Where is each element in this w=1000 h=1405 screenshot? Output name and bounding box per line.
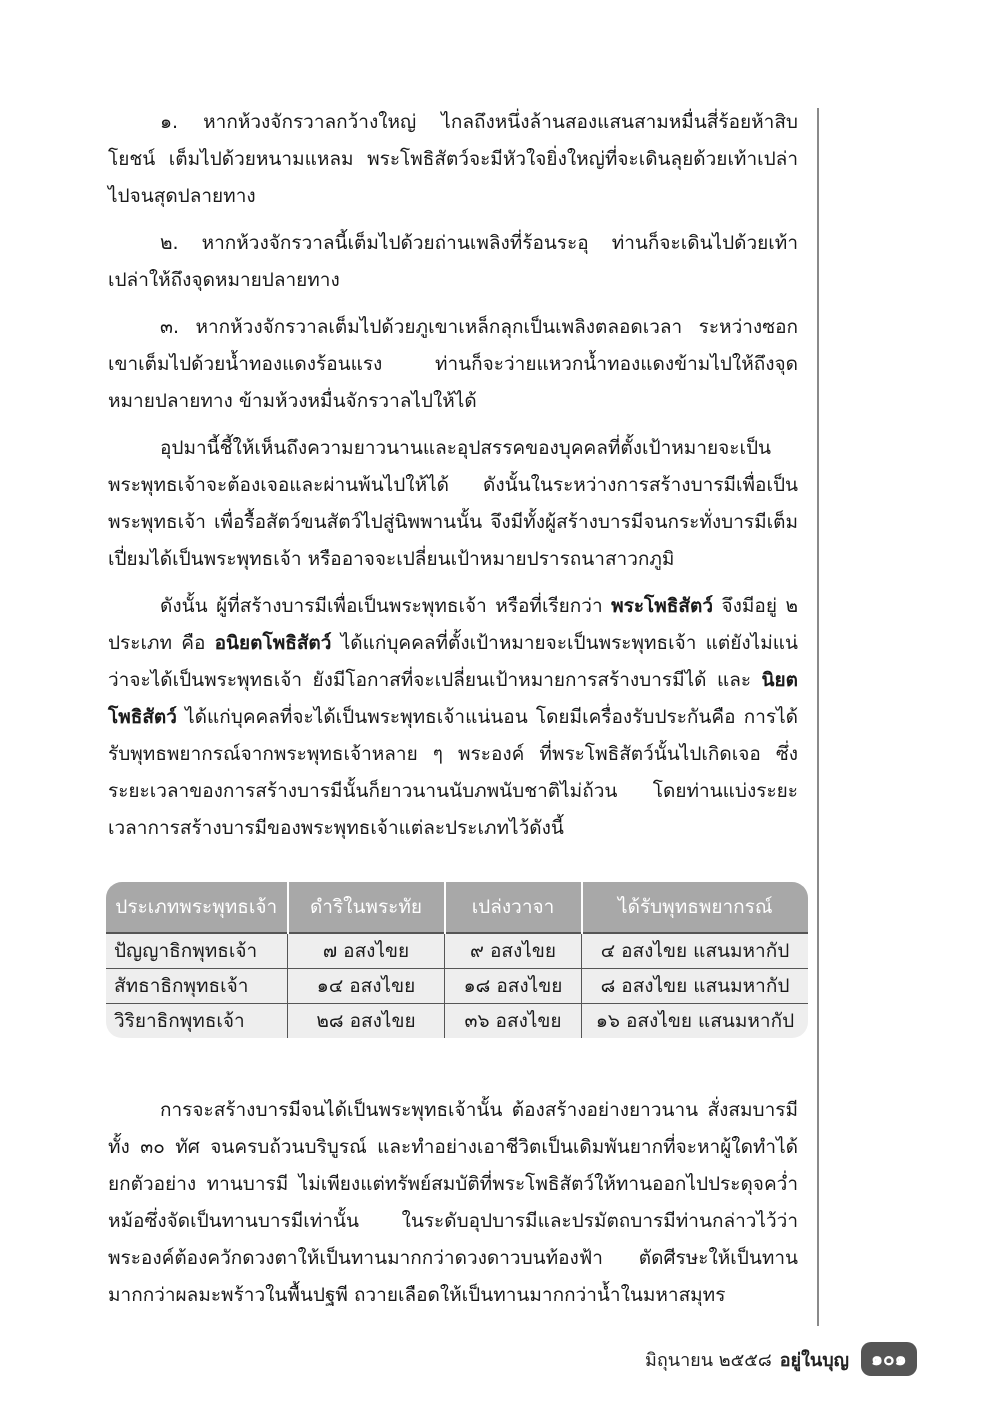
term-bodhisatta: พระโพธิสัตว์ <box>611 595 713 617</box>
cell-prophecy: ๘ อสงไขย แสนมหากัป <box>582 969 809 1004</box>
cell-type: วิริยาธิกพุทธเจ้า <box>106 1004 288 1039</box>
paragraph-5 <box>108 588 798 847</box>
paragraph-1: ๑. หากห้วงจักรวาลกว้างใหญ่ ไกลถึงหนึ่งล้านสองแสนสามหมื่นสี่ร้อยห้าสิบโยชน์ เต็มไปด้วยหนามแหลม พระโพธิสัตว์จะมีหัวใจยิ่งใหญ่ที่จะเดินลุยด้วยเท้าเปล่าไปจนสุดปลายทาง <box>108 111 798 207</box>
para5-text-4: ได้แก่บุคคลที่จะได้เป็นพระพุทธเจ้าแน่นอน โดยมีเครื่องรับประกันคือ การได้รับพุทธพยากรณ์จากพระพุทธเจ้าหลาย ๆ พระองค์ ที่พระโพธิสัตว์นั้นไปเกิดเจอ ซึ่งระยะเวลาของการสร้างบารมีนั้นก็ยาวนานนับภพนับชาติไม่ถ้วน โดยท่านแบ่งระยะเวลาการสร้างบารมีของพระพุทธเจ้าแต่ละประเภทไว้ดังนี้ <box>108 706 798 839</box>
paragraph-6: การจะสร้างบารมีจนได้เป็นพระพุทธเจ้านั้น ต้องสร้างอย่างยาวนาน สั่งสมบารมีทั้ง ๓๐ ทัศ จนครบถ้วนบริบูรณ์ และทำอย่างเอาชีวิตเป็นเดิมพันยากที่จะหาผู้ใดทำได้ ยกตัวอย่าง ทานบารมี ไม่เพียงแต่ทรัพย์สมบัติที่พระโพธิสัตว์ให้ทานออกไปประดุจคว่ำหม้อซึ่งจัดเป็นทานบารมีเท่านั้น ในระดับอุปบารมีและปรมัตถบารมีท่านกล่าวไว้ว่า พระองค์ต้องควักดวงตาให้เป็นทานมากกว่าดวงดาวบนท้องฟ้า ตัดศีรษะให้เป็นทานมากกว่าผลมะพร้าวในพื้นปฐพี ถวายเลือดให้เป็นทานมากกว่าน้ำในมหาสมุทร <box>108 1099 798 1306</box>
cell-type: สัทธาธิกพุทธเจ้า <box>106 969 288 1004</box>
paragraph-2: ๒. หากห้วงจักรวาลนี้เต็มไปด้วยถ่านเพลิงที่ร้อนระอุ ท่านก็จะเดินไปด้วยเท้าเปล่าให้ถึงจุดหมายปลายทาง <box>108 232 798 291</box>
header-utterance: เปล่งวาจา <box>445 882 582 933</box>
table-row <box>106 969 808 1004</box>
cell-type: ปัญญาธิกพุทธเจ้า <box>106 933 288 969</box>
table-row <box>106 933 808 969</box>
cell-intention: ๗ อสงไขย <box>288 933 445 969</box>
table-header-row <box>106 882 808 933</box>
cell-prophecy: ๔ อสงไขย แสนมหากัป <box>582 933 809 969</box>
term-niyata: นิยตโพธิสัตว์ <box>108 669 798 728</box>
header-type: ประเภทพระพุทธเจ้า <box>106 882 288 933</box>
cell-prophecy: ๑๖ อสงไขย แสนมหากัป <box>595 1010 795 1032</box>
cell-utterance: ๓๖ อสงไขย <box>445 1004 582 1039</box>
para5-text-2: จึงมีอยู่ ๒ ประเภท คือ <box>108 595 798 654</box>
cell-intention: ๒๘ อสงไขย <box>288 1004 445 1039</box>
body-text-top <box>108 104 798 857</box>
para5-text-1: ดังนั้น ผู้ที่สร้างบารมีเพื่อเป็นพระพุทธเจ้า หรือที่เรียกว่า <box>160 595 612 617</box>
page-number: ๑๐๑ <box>861 1342 917 1376</box>
cell-utterance: ๙ อสงไขย <box>445 933 582 969</box>
paragraph-4: อุปมานี้ชี้ให้เห็นถึงความยาวนานและอุปสรรคของบุคคลที่ตั้งเป้าหมายจะเป็นพระพุทธเจ้าจะต้องเจอและผ่านพ้นไปให้ได้ ดังนั้นในระหว่างการสร้างบารมีเพื่อเป็นพระพุทธเจ้า เพื่อรื้อสัตว์ขนสัตว์ไปสู่นิพพานนั้น จึงมีทั้งผู้สร้างบารมีจนกระทั่งบารมีเต็มเปี่ยมได้เป็นพระพุทธเจ้า หรืออาจจะเปลี่ยนเป้าหมายปรารถนาสาวกภูมิ <box>108 437 798 570</box>
magazine-name: อยู่ในบุญ <box>779 1349 849 1371</box>
paragraph-3: ๓. หากห้วงจักรวาลเต็มไปด้วยภูเขาเหล็กลุกเป็นเพลิงตลอดเวลา ระหว่างซอกเขาเต็มไปด้วยน้ำทองแดงร้อนแรง ท่านก็จะว่ายแหวกน้ำทองแดงข้ามไปให้ถึงจุดหมายปลายทาง ข้ามห้วงหมื่นจักรวาลไปให้ได้ <box>108 316 798 412</box>
buddha-types-table <box>106 882 808 1038</box>
cell-intention: ๑๔ อสงไขย <box>288 969 445 1004</box>
cell-utterance: ๑๘ อสงไขย <box>445 969 582 1004</box>
margin-rule <box>817 108 819 1326</box>
page-footer <box>645 1342 917 1376</box>
header-intention: ดำริในพระทัย <box>288 882 445 933</box>
body-text-bottom <box>108 1092 798 1324</box>
term-aniyata: อนิยตโพธิสัตว์ <box>214 632 332 654</box>
para5-text-3: ได้แก่บุคคลที่ตั้งเป้าหมายจะเป็นพระพุทธเจ้า แต่ยังไม่แน่ว่าจะได้เป็นพระพุทธเจ้า ยังมีโอกาสที่จะเปลี่ยนเป้าหมายการสร้างบารมีได้ และ <box>108 632 798 691</box>
issue-date: มิถุนายน ๒๕๕๘ <box>645 1349 772 1371</box>
header-prophecy: ได้รับพุทธพยากรณ์ <box>582 882 809 933</box>
table-row <box>106 1004 808 1039</box>
